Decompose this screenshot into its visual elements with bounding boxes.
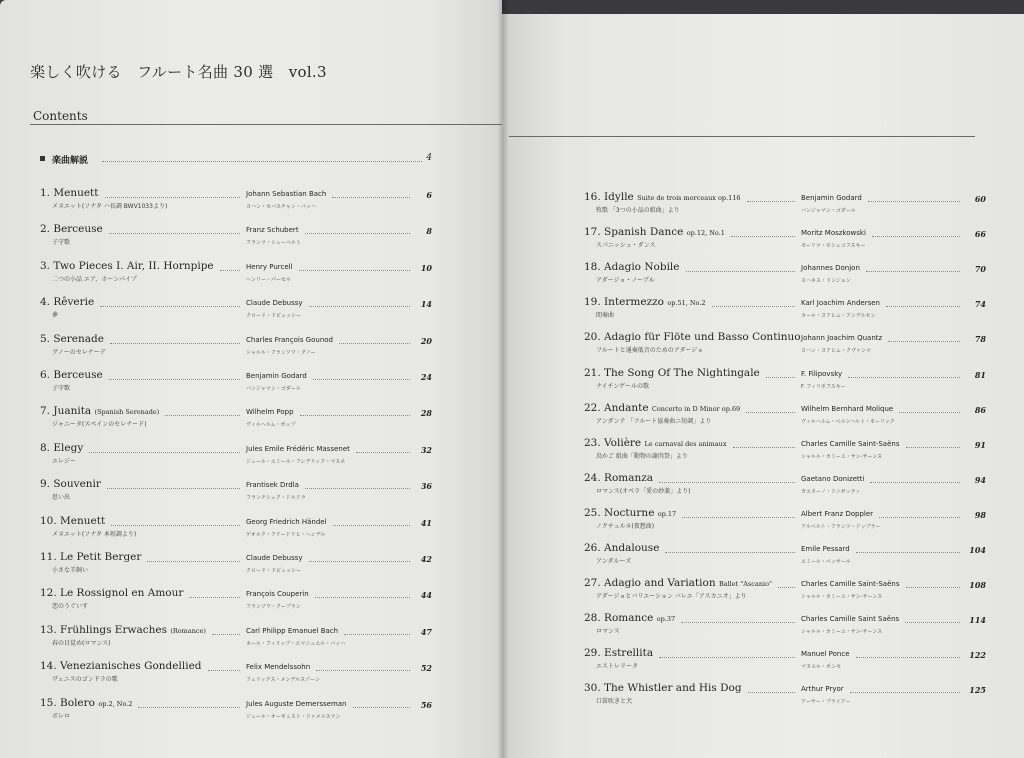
entry-title-text: 27. Adagio and Variation bbox=[584, 577, 716, 590]
entry-composer: Charles Camille Saint-Saëns bbox=[801, 439, 900, 448]
book-title: 楽しく吹ける フルート名曲 30 選 vol.3 bbox=[30, 63, 327, 81]
entry-japanese-title: エストレリータ bbox=[596, 663, 639, 671]
title-leader-dots bbox=[659, 657, 795, 658]
entry-title bbox=[584, 542, 659, 554]
entry-title-text: 3. Two Pieces I. Air, II. Hornpipe bbox=[40, 259, 214, 272]
toc-entry[interactable] bbox=[40, 478, 432, 508]
entry-composer: Manuel Ponce bbox=[801, 650, 850, 659]
entry-title-text: 1. Menuett bbox=[40, 187, 99, 199]
toc-entry[interactable] bbox=[584, 542, 986, 572]
entry-page-number: 28 bbox=[420, 408, 432, 419]
entry-title bbox=[40, 187, 99, 199]
toc-entry[interactable] bbox=[584, 226, 986, 256]
leader-dots bbox=[316, 670, 410, 671]
title-leader-dots bbox=[659, 482, 795, 483]
entry-composer-japanese: バンジャマン・ゴダール bbox=[801, 208, 856, 214]
entry-japanese-title: ヴェニスのゴンドラの歌 bbox=[52, 676, 118, 684]
toc-entry[interactable] bbox=[40, 587, 432, 617]
entry-title-text: 21. The Song Of The Nightingale bbox=[584, 366, 760, 379]
entry-composer-japanese: シャルル・カミーユ・サン-サーンス bbox=[801, 594, 883, 601]
entry-page-number: 66 bbox=[974, 229, 986, 240]
entry-composer-japanese: シャルル・カミーユ・サン-サーンス bbox=[801, 629, 883, 636]
entry-japanese-title: メヌエット(ソナタ 本短調より) bbox=[52, 530, 137, 538]
leader-dots bbox=[309, 306, 410, 307]
toc-entry[interactable] bbox=[584, 682, 986, 712]
entry-page-number: 74 bbox=[974, 299, 986, 310]
entry-subtitle: (Romance) bbox=[170, 626, 206, 635]
entry-composer: Charles Camille Saint Saëns bbox=[801, 615, 900, 624]
toc-entry[interactable] bbox=[40, 260, 432, 290]
entry-title bbox=[584, 261, 680, 273]
entry-composer-japanese: ヨハン・セバスチャン・バッハ bbox=[246, 204, 316, 210]
title-leader-dots bbox=[109, 233, 240, 234]
entry-title bbox=[584, 507, 676, 519]
entry-composer-japanese: ジュール・エミール・フレデリック・マスネ bbox=[246, 458, 346, 465]
entry-japanese-title: ロマンス bbox=[596, 628, 620, 636]
entry-page-number: 104 bbox=[969, 545, 986, 555]
entry-composer: F. Filipovsky bbox=[801, 369, 843, 378]
entry-title bbox=[40, 587, 183, 599]
title-leader-dots bbox=[686, 271, 795, 272]
entry-page-number: 98 bbox=[974, 509, 986, 520]
entry-composer-japanese: マヌエル・ポンセ bbox=[801, 664, 842, 671]
title-leader-dots bbox=[746, 412, 795, 413]
entry-composer: Moritz Moszkowski bbox=[801, 229, 866, 238]
title-leader-dots bbox=[109, 379, 240, 380]
leader-dots bbox=[339, 343, 410, 344]
entry-title-text: 28. Romance bbox=[584, 612, 654, 625]
leader-dots bbox=[868, 201, 960, 202]
entry-japanese-title: 子守歌 bbox=[52, 385, 71, 392]
entry-title bbox=[40, 260, 214, 272]
entry-japanese-title: アンダルーズ bbox=[596, 558, 632, 565]
entry-composer-japanese: クロード・ドビュッシー bbox=[246, 313, 302, 320]
entry-title-text: 30. The Whistler and His Dog bbox=[584, 682, 742, 695]
entry-title-text: 8. Elegy bbox=[40, 441, 84, 454]
entry-japanese-title: 思い出 bbox=[52, 494, 71, 502]
entry-japanese-title: 口笛吹きと犬 bbox=[596, 698, 633, 706]
entry-page-number: 41 bbox=[420, 517, 432, 528]
entry-title bbox=[40, 223, 103, 235]
entry-title-text: 2. Berceuse bbox=[40, 223, 103, 236]
leader-dots bbox=[879, 517, 960, 518]
entry-composer-japanese: ガエターノ・ドニゼッティ bbox=[801, 488, 861, 495]
entry-composer-japanese: ヨハン・ヨアヒム・クヴァンツ bbox=[801, 348, 871, 355]
entry-composer: Arthur Pryor bbox=[801, 685, 844, 694]
overview-page: 4 bbox=[426, 153, 432, 163]
entry-page-number: 114 bbox=[969, 615, 986, 626]
entry-composer: Charles François Gounod bbox=[246, 335, 333, 344]
entry-composer-japanese: ヨハネス・ドンジョン bbox=[801, 278, 851, 285]
title-leader-dots bbox=[111, 525, 240, 526]
entry-composer-japanese: ジュール・オーギュスト・ドゥメルスマン bbox=[246, 713, 341, 720]
entry-title bbox=[584, 577, 772, 589]
entry-composer: Gaetano Donizetti bbox=[801, 474, 865, 483]
leader-dots bbox=[356, 452, 410, 453]
entry-page-number: 20 bbox=[420, 335, 432, 346]
entry-japanese-title: アダージョ・ノーブル bbox=[596, 277, 655, 285]
book-gutter bbox=[497, 0, 509, 758]
title-leader-dots bbox=[733, 447, 795, 448]
entry-composer-japanese: F. フィリポフスキー bbox=[801, 383, 846, 390]
entry-title-text: 29. Estrellita bbox=[584, 647, 654, 660]
entry-composer-japanese: アルベルト・フランツ・ドップラー bbox=[801, 523, 881, 530]
overview-label: 楽曲解説 bbox=[52, 156, 89, 166]
square-bullet-icon bbox=[40, 156, 45, 161]
toc-entry[interactable] bbox=[40, 369, 432, 399]
title-leader-dots bbox=[147, 561, 240, 562]
entry-composer: Benjamin Godard bbox=[246, 372, 307, 380]
leader-dots bbox=[870, 482, 960, 483]
entry-composer: Georg Friedrich Händel bbox=[246, 517, 327, 526]
entry-japanese-title: 子守歌 bbox=[52, 239, 71, 247]
entry-title bbox=[40, 333, 104, 345]
toc-entry[interactable] bbox=[40, 551, 432, 581]
leader-dots bbox=[848, 377, 960, 378]
entry-japanese-title: グノーのセレナーデ bbox=[52, 348, 106, 356]
contents-heading: Contents bbox=[33, 109, 88, 123]
entry-composer-japanese: フランツ・シューベルト bbox=[246, 240, 301, 247]
entry-title-text: 11. Le Petit Berger bbox=[40, 551, 142, 563]
entry-title-text: 18. Adagio Nobile bbox=[584, 261, 680, 274]
entry-composer-japanese: フェリックス・メンデルスゾーン bbox=[246, 677, 321, 684]
entry-title bbox=[584, 296, 706, 308]
entry-japanese-title: 小さな羊飼い bbox=[52, 567, 89, 574]
entry-composer: Claude Debussy bbox=[246, 554, 303, 562]
entry-japanese-title: 間奏曲 bbox=[596, 312, 615, 320]
toc-entry[interactable] bbox=[40, 697, 432, 727]
title-leader-dots bbox=[766, 377, 795, 378]
entry-composer-japanese: フランチシェク・ドルドラ bbox=[246, 495, 306, 502]
entry-title-text: 14. Venezianisches Gondellied bbox=[40, 660, 202, 673]
entry-title bbox=[40, 405, 159, 417]
entry-page-number: 8 bbox=[426, 226, 432, 237]
entry-page-number: 24 bbox=[420, 372, 432, 382]
entry-composer: Jules Emile Frédéric Massenet bbox=[246, 444, 350, 453]
entry-page-number: 125 bbox=[969, 685, 986, 696]
entry-page-number: 60 bbox=[974, 194, 986, 204]
toc-entry[interactable] bbox=[584, 612, 986, 642]
toc-entry[interactable] bbox=[40, 333, 432, 363]
entry-page-number: 10 bbox=[420, 262, 432, 273]
entry-composer-japanese: ゲオルク・フリードリヒ・ヘンデル bbox=[246, 531, 326, 538]
title-leader-dots bbox=[665, 552, 795, 553]
leader-dots bbox=[856, 657, 960, 658]
entry-page-number: 6 bbox=[426, 190, 432, 200]
entry-title bbox=[40, 515, 105, 527]
entry-japanese-title: フルートと通奏低音のためのアダージョ bbox=[596, 347, 704, 355]
entry-page-number: 122 bbox=[969, 650, 986, 661]
entry-composer-japanese: シャルル・カミーユ・サン-サーンス bbox=[801, 453, 883, 460]
entry-composer: Karl Joachim Andersen bbox=[801, 299, 880, 308]
toc-entry[interactable] bbox=[40, 442, 432, 472]
title-leader-dots bbox=[712, 306, 795, 307]
toc-entry[interactable] bbox=[40, 515, 432, 545]
title-leader-dots bbox=[138, 707, 240, 708]
entry-composer-japanese: バンジャマン・ゴダール bbox=[246, 386, 301, 392]
entry-title-text: 19. Intermezzo bbox=[584, 296, 664, 309]
entry-japanese-title: 二つの小品 エア、ホーンパイプ bbox=[52, 275, 137, 283]
leader-dots bbox=[313, 379, 410, 380]
leader-dots bbox=[872, 236, 960, 237]
title-leader-dots bbox=[778, 587, 795, 588]
entry-composer-japanese: フランソワ・クープラン bbox=[246, 604, 301, 611]
entry-title-text: 7. Juanita bbox=[40, 405, 92, 418]
entry-japanese-title: アンダンテ 「フルート協奏曲ニ短調」より bbox=[596, 417, 712, 425]
title-leader-dots bbox=[748, 692, 795, 693]
entry-japanese-title: 牧歌 「3つの小品の組曲」より bbox=[596, 207, 680, 214]
entry-subtitle: Concerto in D Minor op.69 bbox=[651, 404, 741, 413]
entry-title bbox=[40, 660, 202, 672]
entry-title bbox=[40, 697, 132, 709]
title-leader-dots bbox=[105, 197, 240, 198]
entry-japanese-title: スパニッシュ・ダンス bbox=[596, 242, 656, 250]
entry-title-text: 13. Frühlings Erwaches bbox=[40, 623, 167, 636]
leader-dots bbox=[332, 197, 410, 198]
entry-japanese-title: ロマンス(オペラ「愛の妙薬」より) bbox=[596, 487, 691, 495]
entry-composer: François Couperin bbox=[246, 590, 309, 599]
entry-composer-japanese: カール・フィリップ・エマニュエル・バッハ bbox=[246, 640, 346, 647]
toc-entry[interactable] bbox=[584, 437, 986, 467]
toc-entry[interactable] bbox=[584, 402, 986, 432]
entry-page-number: 94 bbox=[974, 474, 986, 485]
entry-title bbox=[584, 191, 741, 203]
entry-title bbox=[40, 442, 83, 454]
entry-subtitle: op.51, No.2 bbox=[667, 299, 706, 308]
entry-subtitle: Suite de trois morceaux op.116 bbox=[637, 194, 741, 202]
leader-dots bbox=[906, 447, 960, 448]
leader-dots bbox=[102, 161, 422, 162]
leader-dots bbox=[353, 707, 410, 708]
entry-page-number: 42 bbox=[420, 554, 432, 564]
entry-composer-japanese: ヘンリー・パーセル bbox=[246, 276, 291, 283]
entry-page-number: 78 bbox=[974, 334, 986, 345]
entry-japanese-title: 夢 bbox=[52, 312, 59, 320]
entry-composer: Wilhelm Popp bbox=[246, 408, 294, 417]
entry-japanese-title: エレジー bbox=[52, 457, 76, 465]
toc-entry[interactable] bbox=[40, 223, 432, 253]
toc-entry[interactable] bbox=[584, 367, 986, 397]
entry-page-number: 32 bbox=[420, 444, 432, 455]
entry-title-text: 12. Le Rossignol en Amour bbox=[40, 587, 184, 600]
entry-composer-japanese: エミール・ペッサール bbox=[801, 559, 851, 565]
entry-composer: Johannes Donjon bbox=[801, 264, 860, 273]
entry-composer-japanese: クロード・ドビュッシー bbox=[246, 568, 302, 574]
entry-title bbox=[40, 369, 103, 381]
entry-japanese-title: アダージョとバリエーション バレエ「アスカニオ」より bbox=[596, 593, 747, 601]
entry-subtitle: Ballet "Ascanio" bbox=[718, 580, 772, 589]
entry-composer-japanese: シャルル・フランソワ・グノー bbox=[246, 349, 316, 356]
entry-title bbox=[584, 647, 653, 659]
title-leader-dots bbox=[731, 236, 795, 237]
entry-composer: Carl Philipp Emanuel Bach bbox=[246, 626, 339, 635]
toc-entry[interactable] bbox=[584, 261, 986, 291]
entry-title-text: 16. Idylle bbox=[584, 191, 634, 203]
entry-composer: Albert Franz Doppler bbox=[801, 509, 874, 518]
entry-composer: Emile Pessard bbox=[801, 545, 850, 553]
leader-dots bbox=[315, 597, 410, 598]
title-leader-dots bbox=[747, 201, 795, 202]
entry-composer: Johann Sebastian Bach bbox=[246, 190, 327, 198]
entry-subtitle: op.2, No.2 bbox=[98, 699, 133, 708]
entry-page-number: 81 bbox=[974, 369, 986, 380]
overview-entry[interactable] bbox=[40, 153, 432, 167]
entry-title-text: 22. Andante bbox=[584, 401, 649, 414]
entry-title bbox=[584, 437, 727, 449]
toc-entry[interactable] bbox=[584, 191, 986, 221]
leader-dots bbox=[886, 306, 960, 307]
entry-composer: Johann Joachim Quantz bbox=[801, 334, 883, 343]
entry-composer-japanese: カール・ヨアヒム・アンデルセン bbox=[801, 313, 876, 320]
leader-dots bbox=[333, 525, 410, 526]
entry-title-text: 23. Volière bbox=[584, 436, 642, 449]
toc-entry[interactable] bbox=[584, 577, 986, 607]
contents-rule-right bbox=[509, 136, 975, 137]
title-leader-dots bbox=[165, 415, 240, 416]
entry-title-text: 17. Spanish Dance bbox=[584, 226, 684, 239]
entry-composer: Jules Auguste Demersseman bbox=[246, 699, 347, 708]
title-leader-dots bbox=[189, 597, 240, 598]
entry-composer: Frantisek Drdla bbox=[246, 481, 299, 490]
toc-entry[interactable] bbox=[584, 507, 986, 537]
leader-dots bbox=[850, 692, 960, 693]
entry-subtitle: (Spanish Serenade) bbox=[94, 408, 160, 417]
entry-title-text: 9. Souvenir bbox=[40, 478, 101, 491]
leader-dots bbox=[888, 341, 960, 342]
entry-title-text: 20. Adagio für Flöte und Basso Continuo bbox=[584, 331, 801, 344]
entry-japanese-title: 恋のうぐいす bbox=[52, 603, 89, 611]
entry-composer-japanese: モーリツ・モシュコフスキー bbox=[801, 243, 866, 250]
entry-title bbox=[40, 478, 101, 490]
title-leader-dots bbox=[89, 452, 240, 453]
leader-dots bbox=[856, 552, 960, 553]
leader-dots bbox=[899, 412, 960, 413]
entry-japanese-title: ナイチンゲールの歌 bbox=[596, 382, 650, 390]
leader-dots bbox=[299, 270, 410, 271]
entry-title bbox=[584, 402, 740, 414]
entry-title-text: 26. Andalouse bbox=[584, 542, 660, 554]
entry-composer: Benjamin Godard bbox=[801, 194, 862, 202]
entry-title bbox=[584, 367, 760, 379]
entry-title bbox=[584, 226, 725, 238]
leader-dots bbox=[866, 271, 960, 272]
entry-title-text: 24. Romanza bbox=[584, 471, 654, 484]
entry-japanese-title: ノクチュルヌ(夜想曲) bbox=[596, 522, 655, 530]
entry-title bbox=[584, 472, 653, 484]
entry-title bbox=[40, 296, 94, 308]
title-leader-dots bbox=[681, 622, 795, 623]
entry-title bbox=[584, 612, 675, 624]
title-leader-dots bbox=[100, 306, 240, 307]
leader-dots bbox=[906, 587, 960, 588]
entry-page-number: 36 bbox=[420, 481, 432, 492]
entry-composer-japanese: アーサー・プライアー bbox=[801, 699, 851, 706]
toc-entry[interactable] bbox=[40, 660, 432, 690]
entry-title-text: 15. Bolero bbox=[40, 696, 95, 709]
leader-dots bbox=[309, 561, 410, 562]
toc-entry[interactable] bbox=[40, 405, 432, 435]
toc-entry[interactable] bbox=[584, 472, 986, 502]
entry-subtitle: op.17 bbox=[657, 509, 677, 518]
entry-title-text: 5. Serenade bbox=[40, 332, 104, 345]
entry-japanese-title: ジャニータ(スペインのセレナード) bbox=[52, 421, 147, 429]
toc-entry[interactable] bbox=[584, 296, 986, 326]
entry-title bbox=[584, 331, 801, 343]
leader-dots bbox=[305, 488, 410, 489]
entry-page-number: 47 bbox=[420, 626, 432, 637]
entry-page-number: 108 bbox=[969, 580, 986, 591]
entry-title-text: 6. Berceuse bbox=[40, 369, 103, 381]
contents-rule-left bbox=[30, 124, 502, 125]
title-leader-dots bbox=[682, 517, 795, 518]
entry-page-number: 44 bbox=[420, 590, 432, 601]
leader-dots bbox=[344, 634, 410, 635]
toc-entry[interactable] bbox=[40, 296, 432, 326]
title-leader-dots bbox=[220, 270, 240, 271]
entry-composer: Claude Debussy bbox=[246, 299, 303, 308]
entry-composer: Henry Purcell bbox=[246, 262, 293, 271]
entry-page-number: 56 bbox=[420, 699, 432, 710]
entry-page-number: 14 bbox=[420, 299, 432, 310]
entry-title-text: 25. Nocturne bbox=[584, 506, 655, 519]
title-leader-dots bbox=[110, 343, 240, 344]
title-leader-dots bbox=[212, 634, 240, 635]
entry-subtitle: op.12, No.1 bbox=[686, 229, 725, 238]
entry-composer: Wilhelm Bernhard Molique bbox=[801, 404, 894, 413]
entry-page-number: 70 bbox=[974, 264, 986, 275]
entry-title bbox=[40, 551, 141, 563]
entry-title bbox=[584, 682, 742, 694]
entry-page-number: 86 bbox=[974, 404, 986, 415]
title-leader-dots bbox=[208, 670, 240, 671]
entry-japanese-title: 鳥かご 組曲「動物の謝肉祭」より bbox=[596, 452, 688, 460]
entry-composer: Charles Camille Saint-Saëns bbox=[801, 580, 900, 589]
entry-subtitle: op.37 bbox=[656, 615, 676, 624]
entry-subtitle: Le carnaval des animaux bbox=[644, 439, 727, 448]
entry-composer-japanese: ヴィルヘルム・ポップ bbox=[246, 422, 296, 429]
title-leader-dots bbox=[107, 488, 240, 489]
toc-entry[interactable] bbox=[584, 331, 986, 361]
entry-title bbox=[40, 624, 206, 636]
toc-entry[interactable] bbox=[40, 187, 432, 217]
entry-japanese-title: 春の目覚め(ロマンス) bbox=[52, 639, 111, 647]
entry-page-number: 52 bbox=[420, 663, 432, 674]
toc-entry[interactable] bbox=[40, 624, 432, 654]
entry-title-text: 4. Rêverie bbox=[40, 296, 95, 309]
leader-dots bbox=[300, 415, 410, 416]
entry-japanese-title: ボレロ bbox=[52, 712, 71, 720]
entry-page-number: 91 bbox=[974, 439, 986, 450]
entry-title-text: 10. Menuett bbox=[40, 514, 106, 527]
entry-japanese-title: メヌエット(ソナタ ハ長調 BWV1033より) bbox=[52, 203, 168, 210]
entry-composer-japanese: ヴィルヘルム・ベルンハルト・モーリック bbox=[801, 418, 895, 425]
leader-dots bbox=[905, 622, 960, 623]
entry-composer: Franz Schubert bbox=[246, 226, 299, 235]
toc-entry[interactable] bbox=[584, 647, 986, 677]
entry-composer: Felix Mendelssohn bbox=[246, 663, 311, 672]
leader-dots bbox=[305, 233, 410, 234]
